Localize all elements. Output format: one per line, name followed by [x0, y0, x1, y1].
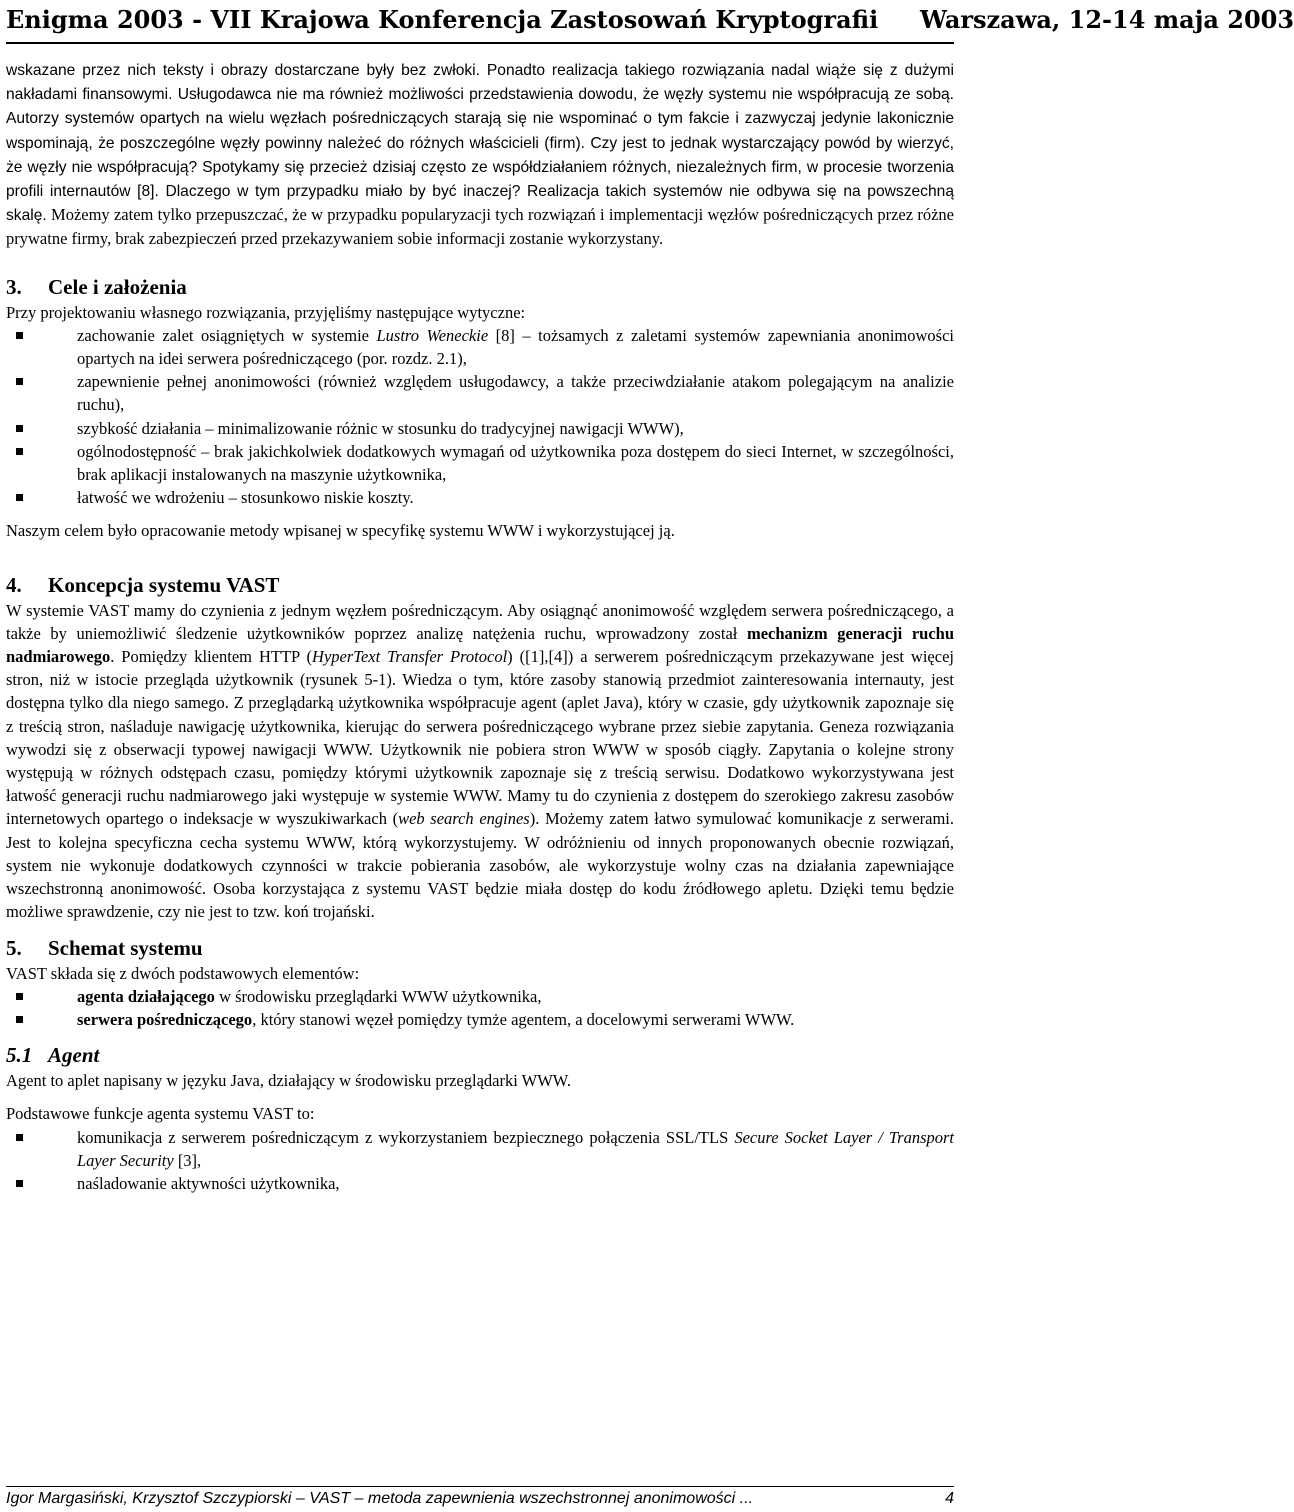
section-5-heading — [6, 934, 954, 962]
paragraph-emphasis: HyperText Transfer Protocol — [312, 647, 508, 667]
list-item — [6, 1008, 954, 1031]
list-item: naśladowanie aktywności użytkownika, — [6, 1172, 954, 1195]
section-5-title: Schemat systemu — [48, 935, 203, 960]
section-5-intro: VAST składa się z dwóch podstawowych elementów: — [6, 963, 360, 983]
list-item-text: [3], — [173, 1150, 202, 1170]
section-3-list — [6, 324, 954, 510]
paragraph-text: ). Możemy zatem łatwo symulować komunikacje z serwerami. Jest to kolejna specyficzna cecha systemu WWW, którą wykorzystujemy. W odróżnieniu od innych proponowanych obecnie rozwiązań, system nie wykonuje dodatkowych czynności w trakcie pobierania zasobów, ale wykorzystuje wolny czas na działania zapewniające wszechstronną anonimowość. Osoba korzystająca z systemu VAST będzie miała dostęp do kodu źródłowego apletu. Dzięki temu będzie możliwe sprawdzenie, czy nie jest to tzw. koń trojański. — [6, 809, 955, 922]
list-item — [6, 985, 954, 1008]
paragraph-text: . Pomiędzy klientem HTTP ( — [110, 647, 313, 667]
section-3-intro: Przy projektowaniu własnego rozwiązania, przyjęliśmy następujące wytyczne: — [6, 302, 526, 322]
list-item: łatwość we wdrożeniu – stosunkowo niskie koszty. — [6, 486, 954, 509]
section-5-1-number: 5.1 — [6, 1043, 33, 1068]
section-3-heading — [6, 273, 954, 301]
paragraph-emphasis: web search engines — [398, 809, 530, 829]
section-5-1-paragraph: Agent to aplet napisany w języku Java, działający w środowisku przeglądarki WWW. — [6, 1071, 571, 1091]
list-item-bold: agenta działającego — [77, 986, 215, 1006]
footer-authors: Igor Margasiński, Krzysztof Szczypiorski – VAST – metoda zapewnienia wszechstronnej anonimowości ... — [6, 1490, 753, 1507]
paragraph-text: ) ([1],[4]) a serwerem pośredniczącym przekazywane jest więcej stron, niż w istocie przegląda użytkownik (rysunek 5-1). Wiedza o tym, które zasoby stanowią przedmiot zainteresowania internauty, jest dostępna tylko dla niego samego. Z przeglądarką użytkownika współpracuje agent (aplet Java), który w czasie, gdy użytkownik zapoznaje się z treścią stron, naśladuje nawigację użytkownika, kierując do serwera pośredniczącego wybrane przez siebie zapytania. Geneza rozwiązania wywodzi się z obserwacji typowej nawigacji WWW. Użytkownik nie pobiera stron WWW w sposób ciągły. Zapytania o kolejne strony występują w różnych odstępach czasu, pomiędzy którymi użytkownik zapoznaje się z treścią serwisu. Dodatkowo wykorzystywana jest łatwość generacji ruchu nadmiarowego jaki występuje w systemie WWW. Mamy tu do czynienia z dostępem do szerokiego zakresu zasobów internetowych opartego o indeksacje w wyszukiwarkach ( — [6, 647, 954, 829]
section-4-title: Koncepcja systemu VAST — [48, 572, 280, 597]
section-4-paragraph — [6, 599, 954, 924]
list-item — [6, 1126, 954, 1172]
section-3-number: 3. — [6, 274, 22, 299]
intro-arial-text: wskazane przez nich teksty i obrazy dostarczane były bez zwłoki. Ponadto realizacja takiego rozwiązania nadal wiąże się z dużymi nakładami finansowymi. Usługodawca nie ma również możliwości przedstawienia dowodu, że węzły systemu nie współpracują ze sobą. Autorzy systemów opartych na wielu węzłach pośredniczących starają się nie wspominać o tym fakcie i zazwyczaj jedynie lakonicznie wspominają, że poszczególne węzły powinny należeć do różnych właścicieli (firm). Czy jest to jednak wystarczający powód by wierzyć, że węzły nie współpracują? Spotykamy się przecież dzisiaj często ze współdziałaniem różnych, niezależnych firm, w procesie tworzenia profili internautów [8]. Dlaczego w tym przypadku miało by być inaczej? Realizacja takich systemów nie odbywa się na powszechną skalę. — [6, 62, 954, 225]
page-footer — [6, 1486, 954, 1508]
section-5-1-intro: Podstawowe funkcje agenta systemu VAST to: — [6, 1104, 315, 1124]
list-item-bold: serwera pośredniczącego — [77, 1009, 253, 1029]
section-5-1-heading — [6, 1041, 954, 1069]
list-item: zapewnienie pełnej anonimowości (również względem usługodawcy, a także przeciwdziałanie atakom polegającym na analizie ruchu), — [6, 370, 954, 416]
section-5-1-list — [6, 1126, 954, 1196]
section-3-closing: Naszym celem było opracowanie metody wpisanej w specyfikę systemu WWW i wykorzystującej ją. — [6, 521, 675, 541]
section-5-number: 5. — [6, 935, 22, 960]
list-item-emphasis: Secure Socket Layer / Transport Layer Security — [77, 1127, 955, 1170]
intro-paragraph — [6, 58, 954, 251]
section-4-number: 4. — [6, 572, 22, 597]
page-number: 4 — [945, 1490, 954, 1507]
section-3-title: Cele i założenia — [48, 274, 187, 299]
list-item-text: komunikacja z serwerem pośredniczącym z wykorzystaniem bezpiecznego połączenia SSL/TLS — [77, 1127, 735, 1147]
list-item-text: w środowisku przeglądarki WWW użytkownika, — [214, 986, 542, 1006]
page-header — [6, 2, 1294, 44]
list-item: ogólnodostępność – brak jakichkolwiek dodatkowych wymagań od użytkownika poza dostępem do sieci Internet, w szczególności, brak aplikacji instalowanych na maszynie użytkownika, — [6, 440, 954, 486]
list-item-text: zachowanie zalet osiągniętych w systemie — [77, 325, 377, 345]
section-5-1-title: Agent — [48, 1043, 100, 1068]
paragraph-bold: mechanizm generacji ruchu nadmiarowego — [6, 623, 955, 667]
page-body — [6, 58, 954, 1195]
list-item — [6, 324, 954, 370]
list-item: szybkość działania – minimalizowanie różnic w stosunku do tradycyjnej nawigacji WWW), — [6, 417, 954, 440]
section-4-heading — [6, 571, 954, 599]
section-5-list — [6, 985, 954, 1031]
list-item-emphasis: Lustro Weneckie — [376, 325, 489, 345]
list-item-text: [8] – tożsamych z zaletami systemów zapewniania anonimowości opartych na idei serwera pośredniczącego (por. rozdz. 2.1), — [77, 325, 954, 369]
paragraph-text: W systemie VAST mamy do czynienia z jednym węzłem pośredniczącym. Aby osiągnąć anonimowość względem serwera pośredniczącego, a także by uniemożliwić śledzenie użytkowników poprzez analizę natężenia ruchu, wprowadzony został — [6, 600, 954, 643]
intro-serif-text: Możemy zatem tylko przepuszczać, że w przypadku popularyzacji tych rozwiązań i implementacji węzłów pośredniczących przez różne prywatne firmy, brak zabezpieczeń przed przekazywaniem sobie informacji zostanie wykorzystany. — [6, 205, 954, 249]
header-title: Enigma 2003 - VII Krajowa Konferencja Zastosowań Kryptografii Warszawa, 12-14 maja 2003 — [6, 5, 1294, 34]
list-item-text: , który stanowi węzeł pomiędzy tymże agentem, a docelowymi serwerami WWW. — [252, 1009, 795, 1029]
